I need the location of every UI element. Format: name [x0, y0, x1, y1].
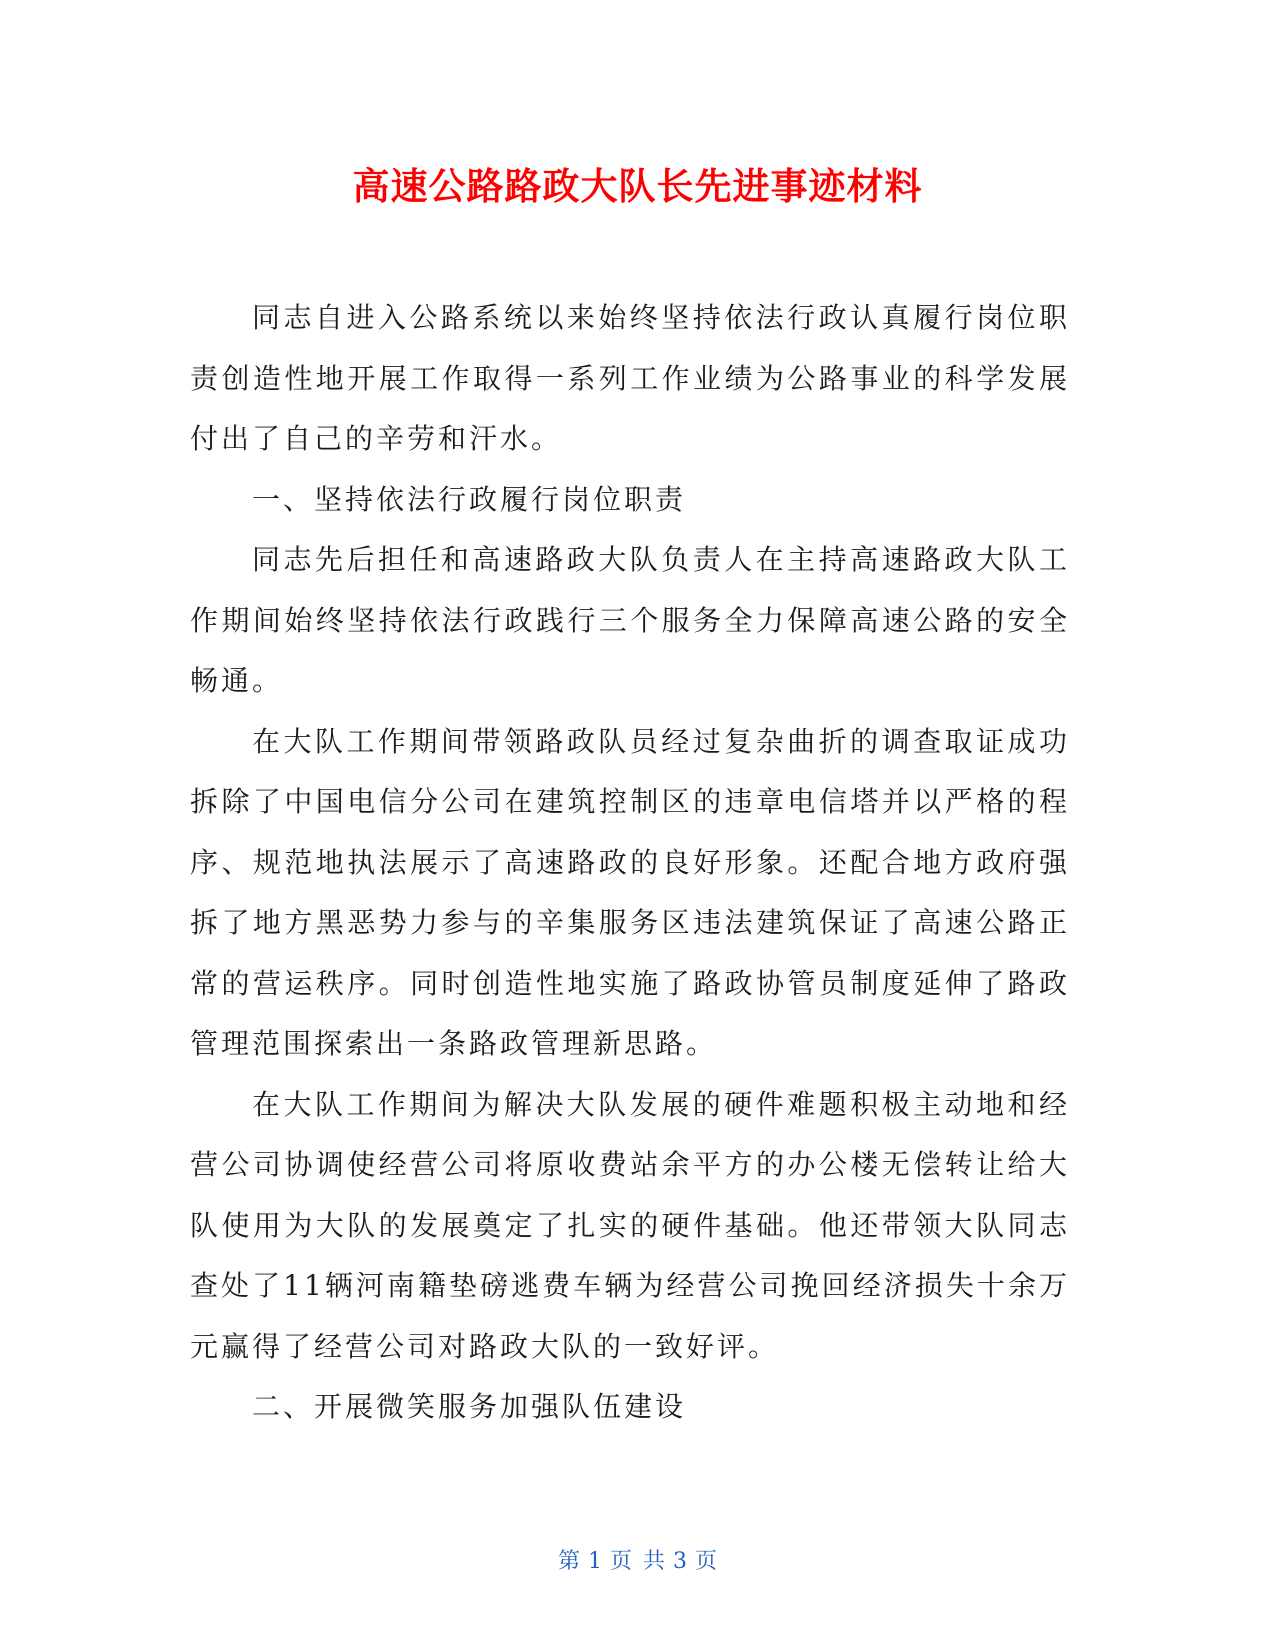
- footer-label-of: 页 共: [610, 1549, 665, 1574]
- paragraph-infrastructure: 在大队工作期间为解决大队发展的硬件难题积极主动地和经营公司协调使经营公司将原收费站余平方的办公楼无偿转让给大队使用为大队的发展奠定了扎实的硬件基础。他还带领大队同志查处了11辆河南籍垫磅逃费车辆为经营公司挽回经济损失十余万元赢得了经营公司对路政大队的一致好评。: [190, 1087, 1070, 1363]
- document-body: [190, 288, 1070, 1438]
- footer-current-page: 1: [588, 1549, 602, 1574]
- paragraph-intro: 同志自进入公路系统以来始终坚持依法行政认真履行岗位职责创造性地开展工作取得一系列工作业绩为公路事业的科学发展付出了自己的辛劳和汗水。: [190, 301, 1070, 455]
- paragraph-enforcement: 在大队工作期间带领路政队员经过复杂曲折的调查取证成功拆除了中国电信分公司在建筑控制区的违章电信塔并以严格的程序、规范地执法展示了高速路政的良好形象。还配合地方政府强拆了地方黑恶势力参与的辛集服务区违法建筑保证了高速公路正常的营运秩序。同时创造性地实施了路政协管员制度延伸了路政管理范围探索出一条路政管理新思路。: [190, 724, 1070, 1060]
- footer-label-end: 页: [695, 1549, 718, 1574]
- document-title: 高速公路路政大队长先进事迹材料: [352, 165, 923, 208]
- page-footer: [0, 1547, 1275, 1577]
- footer-total-pages: 3: [673, 1549, 687, 1574]
- section-heading-1: 一、坚持依法行政履行岗位职责: [252, 482, 687, 516]
- footer-label-page: 第: [557, 1549, 580, 1574]
- section-heading-2: 二、开展微笑服务加强队伍建设: [252, 1390, 687, 1423]
- paragraph-responsibility: 同志先后担任和高速路政大队负责人在主持高速路政大队工作期间始终坚持依法行政践行三个服务全力保障高速公路的安全畅通。: [190, 543, 1070, 697]
